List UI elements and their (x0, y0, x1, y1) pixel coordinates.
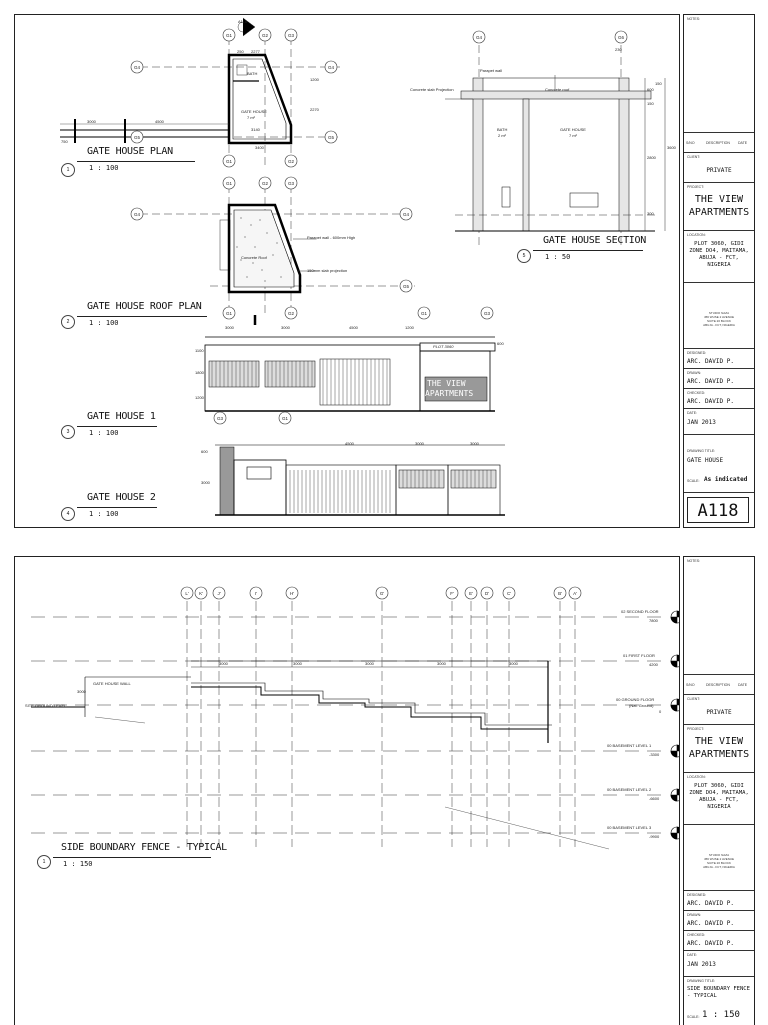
elev2-dim-2: 3000 (415, 441, 424, 446)
grid-label-g4c: G4 (133, 212, 141, 217)
grid-label-g4e: G4 (475, 35, 483, 40)
drawing-title: SIDE BOUNDARY FENCE - TYPICAL (687, 986, 750, 999)
view-scale: 1 : 100 (89, 319, 119, 327)
view-title: GATE HOUSE 1 (87, 411, 156, 422)
drawing-scale: 1 : 150 (702, 1010, 740, 1020)
grid-label-a: A' (573, 591, 577, 596)
drawn-section: DRAWN: ARC. DAVID P. (684, 369, 754, 389)
grid-label-g4: G4 (133, 65, 141, 70)
client-section: CLIENT: PRIVATE (684, 695, 754, 725)
span-5: 3000 (509, 661, 518, 666)
location-section: LOCATION: PLOT 3060, GIDI ZONE DO4, MAITAMA, ABUJA - FCT, NIGERIA (684, 773, 754, 825)
sheet-1-drawing-area (14, 14, 680, 528)
slab-note: 150mm slab projection (307, 268, 348, 273)
grid-label-g6: G6 (617, 35, 625, 40)
ref-tag: A118 (238, 19, 248, 24)
checked-section: CHECKED: ARC. DAVID P. (684, 389, 754, 409)
revision-table: S/NO DESCRIPTION DATE (684, 133, 754, 153)
checked-section: CHECKED: ARC. DAVID P. (684, 931, 754, 951)
grid-label-j: J' (217, 591, 221, 596)
gate-house-area: 7 m² (247, 115, 255, 120)
elev2-dim-3: 3000 (470, 441, 479, 446)
span-1: 3000 (219, 661, 228, 666)
grid-label-g4d: G4 (402, 212, 410, 217)
dim-3140: 3140 (251, 127, 260, 132)
view-title: GATE HOUSE SECTION (543, 235, 646, 246)
grid-label-g4b: G4 (327, 65, 335, 70)
dim-600: 600 (647, 87, 654, 92)
grid-label-g2c: G2 (261, 181, 269, 186)
studio-section (684, 283, 754, 349)
grid-label-g2: G2 (261, 33, 269, 38)
grid-label-g: G' (379, 591, 385, 596)
grid-label-e: E' (469, 591, 473, 596)
elev1-h2: 1800 (195, 370, 204, 375)
elev1-dim-1: 3000 (225, 325, 234, 330)
grid-label-g1f: G1 (281, 416, 289, 421)
grid-label-g2d: G2 (287, 311, 295, 316)
title-block-sheet-1 (683, 14, 755, 528)
view-title: GATE HOUSE ROOF PLAN (87, 301, 202, 312)
elev2-h1: 3000 (201, 480, 210, 485)
site-ground-level: SITE GROUND LEVEL (25, 703, 67, 708)
grid-label-g1b: G1 (225, 159, 233, 164)
dim-300: 300 (647, 211, 654, 216)
section-slab-projection: Concrete slab Projection (410, 87, 454, 92)
location-text: PLOT 3060, GIDI ZONE DO4, MAITAMA, ABUJA - FCT, NIGERIA (689, 783, 749, 810)
dim-150b: 150 (655, 81, 662, 86)
project-section: PROJECT: THE VIEW APARTMENTS (684, 183, 754, 231)
designed-section: DESIGNED: ARC. DAVID P. (684, 349, 754, 369)
elev1-h1: 1100 (195, 348, 204, 353)
notes-section: NOTES: (684, 15, 754, 133)
elev1-d600: 600 (497, 341, 504, 346)
gate-house-wall: GATE HOUSE WALL (93, 681, 131, 686)
dim-2277: 2277 (251, 49, 260, 54)
grid-label-h: H' (289, 591, 295, 596)
view-scale: 1 : 100 (89, 164, 119, 172)
client-section: CLIENT: PRIVATE (684, 153, 754, 183)
grid-label-g2b: G2 (287, 159, 295, 164)
span-3: 3000 (365, 661, 374, 666)
elev2-dim-1: 4500 (345, 441, 354, 446)
elev2-h2: 600 (201, 449, 208, 454)
studio-address: STUDIO NAZA 456 WUSE 2 AVENUE SUITE 20 BLOCK ABUJA - FCT, NIGERIA (703, 853, 735, 869)
grid-label-i: I' (254, 591, 258, 596)
grid-label-l: L' (185, 591, 189, 596)
sign-line-1: THE VIEW (427, 379, 466, 388)
grid-label-g3f: G3 (216, 416, 224, 421)
grid-label-g1c: G1 (225, 181, 233, 186)
view-number: 2 (61, 315, 75, 329)
view-number: 4 (61, 507, 75, 521)
grid-label-g1e: G1 (420, 311, 428, 316)
dim-2800: 2800 (647, 155, 656, 160)
drawn-section: DRAWN: ARC. DAVID P. (684, 911, 754, 931)
span-4: 3000 (437, 661, 446, 666)
dim-4500: 4500 (155, 119, 164, 124)
revision-table: S/NO DESCRIPTION DATE (684, 675, 754, 695)
section-bath: BATH (497, 127, 508, 132)
view-title: GATE HOUSE 2 (87, 492, 156, 503)
project-name: THE VIEW APARTMENTS (688, 736, 750, 760)
dim-3400: 3400 (255, 145, 264, 150)
section-gate-house: GATE HOUSE (560, 127, 586, 132)
dim-3000: 3000 (87, 119, 96, 124)
drawing-title: GATE HOUSE (687, 457, 724, 464)
nat-ground-note: (Nat. Ground) (629, 703, 654, 708)
client-name: PRIVATE (706, 167, 732, 174)
date-section: DATE: JAN 2013 (684, 951, 754, 977)
elev1-h3: 1200 (195, 395, 204, 400)
section-gh-area: 7 m² (569, 133, 577, 138)
drawing-title-section: DRAWING TITLE: SIDE BOUNDARY FENCE - TYPICAL SCALE: 1 : 150 (687, 979, 750, 1020)
sign-line-2: APARTMENTS (425, 389, 474, 398)
view-number: 1 (61, 163, 75, 177)
client-name: PRIVATE (706, 709, 732, 716)
span-2: 3000 (293, 661, 302, 666)
elev1-dim-2: 3000 (281, 325, 290, 330)
grid-label-g3: G3 (287, 33, 295, 38)
drawing-scale: As indicated (704, 476, 748, 483)
grid-label-g5b: G5 (133, 135, 141, 140)
drawing-title-section: DRAWING TITLE: GATE HOUSE SCALE: As indicated (684, 435, 754, 493)
dim-230: 230 (615, 47, 622, 52)
bath-label: BATH (247, 71, 258, 76)
notes-section: NOTES: (684, 557, 754, 675)
grid-label-b: B' (558, 591, 562, 596)
view-title: SIDE BOUNDARY FENCE - TYPICAL (61, 842, 227, 853)
dim-1200: 1200 (310, 77, 319, 82)
sheet-2-drawing-area: L' K' J' I' H' G' F' E' D' C' B' A' 02 SECOND FLOOR 7800 01 FIRST FLOOR 4200 00 GROUND FLOOR (Nat. Ground) 0 00 BASEMENT LEVEL 1 -3300 00 BASEMENT LEVEL 2 -6600 00 BASEMENT LEVEL 3 -9900 SITE GROUND LEVEL GATE HOUSE WALL 3000 3000 3000 3000 3000 3000 1 SIDE BOUNDARY FENCE - TYPICAL 1 : 150 (14, 556, 680, 1025)
dim-3600: 3600 (667, 145, 676, 150)
plot-sign: PLOT 3060 (433, 344, 454, 349)
dim-150: 150 (647, 101, 654, 106)
sheet-2-drawings (15, 557, 679, 1025)
grid-label-g3e: G3 (483, 311, 491, 316)
grid-label-k: K' (199, 591, 203, 596)
elev1-dim-4: 1200 (405, 325, 414, 330)
grid-label-d: D' (484, 591, 490, 596)
section-parapet: Parapet wall (480, 68, 503, 73)
title-block-sheet-2 (683, 556, 755, 1025)
section-roof: Concrete roof (545, 87, 570, 92)
project-name: THE VIEW APARTMENTS (688, 194, 750, 218)
grid-label-f: F' (450, 591, 454, 596)
elev1-dim-3: 4500 (349, 325, 358, 330)
view-scale: 1 : 100 (89, 429, 119, 437)
studio-address: STUDIO NAZA 456 WUSE 2 AVENUE SUITE 20 BLOCK ABUJA - FCT, NIGERIA (703, 311, 735, 327)
date-section: DATE: JAN 2013 (684, 409, 754, 435)
parapet-note: Parapet wall - 600mm High (307, 235, 356, 240)
view-number: 1 (37, 855, 51, 869)
studio-section (684, 825, 754, 891)
drawing-number-box (687, 497, 749, 523)
view-scale: 1 : 150 (63, 860, 93, 868)
grid-label-g1d: G1 (225, 311, 233, 316)
view-scale: 1 : 50 (545, 253, 571, 261)
designed-section: DESIGNED: ARC. DAVID P. (684, 891, 754, 911)
section-bath-area: 2 m² (498, 133, 506, 138)
dim-height: 3000 (77, 689, 86, 694)
project-section: PROJECT: THE VIEW APARTMENTS (684, 725, 754, 773)
view-number: 3 (61, 425, 75, 439)
dim-250: 250 (237, 49, 244, 54)
dim-750: 750 (61, 139, 68, 144)
grid-label-c: C' (506, 591, 512, 596)
location-section: LOCATION: PLOT 3060, GIDI ZONE DO4, MAITAMA, ABUJA - FCT, NIGERIA (684, 231, 754, 283)
drawing-number: A118 (697, 501, 739, 521)
view-number: 5 (517, 249, 531, 263)
grid-label-g1: G1 (225, 33, 233, 38)
view-scale: 1 : 100 (89, 510, 119, 518)
view-title: GATE HOUSE PLAN (87, 146, 173, 157)
location-text: PLOT 3060, GIDI ZONE DO4, MAITAMA, ABUJA - FCT, NIGERIA (689, 241, 749, 268)
dim-2270: 2270 (310, 107, 319, 112)
gate-house-label: GATE HOUSE (241, 109, 267, 114)
grid-label-g5: G5 (327, 135, 335, 140)
roof-note: Concrete Roof (241, 255, 267, 260)
grid-label-g3c: G3 (287, 181, 295, 186)
grid-label-g5c: G5 (402, 284, 410, 289)
